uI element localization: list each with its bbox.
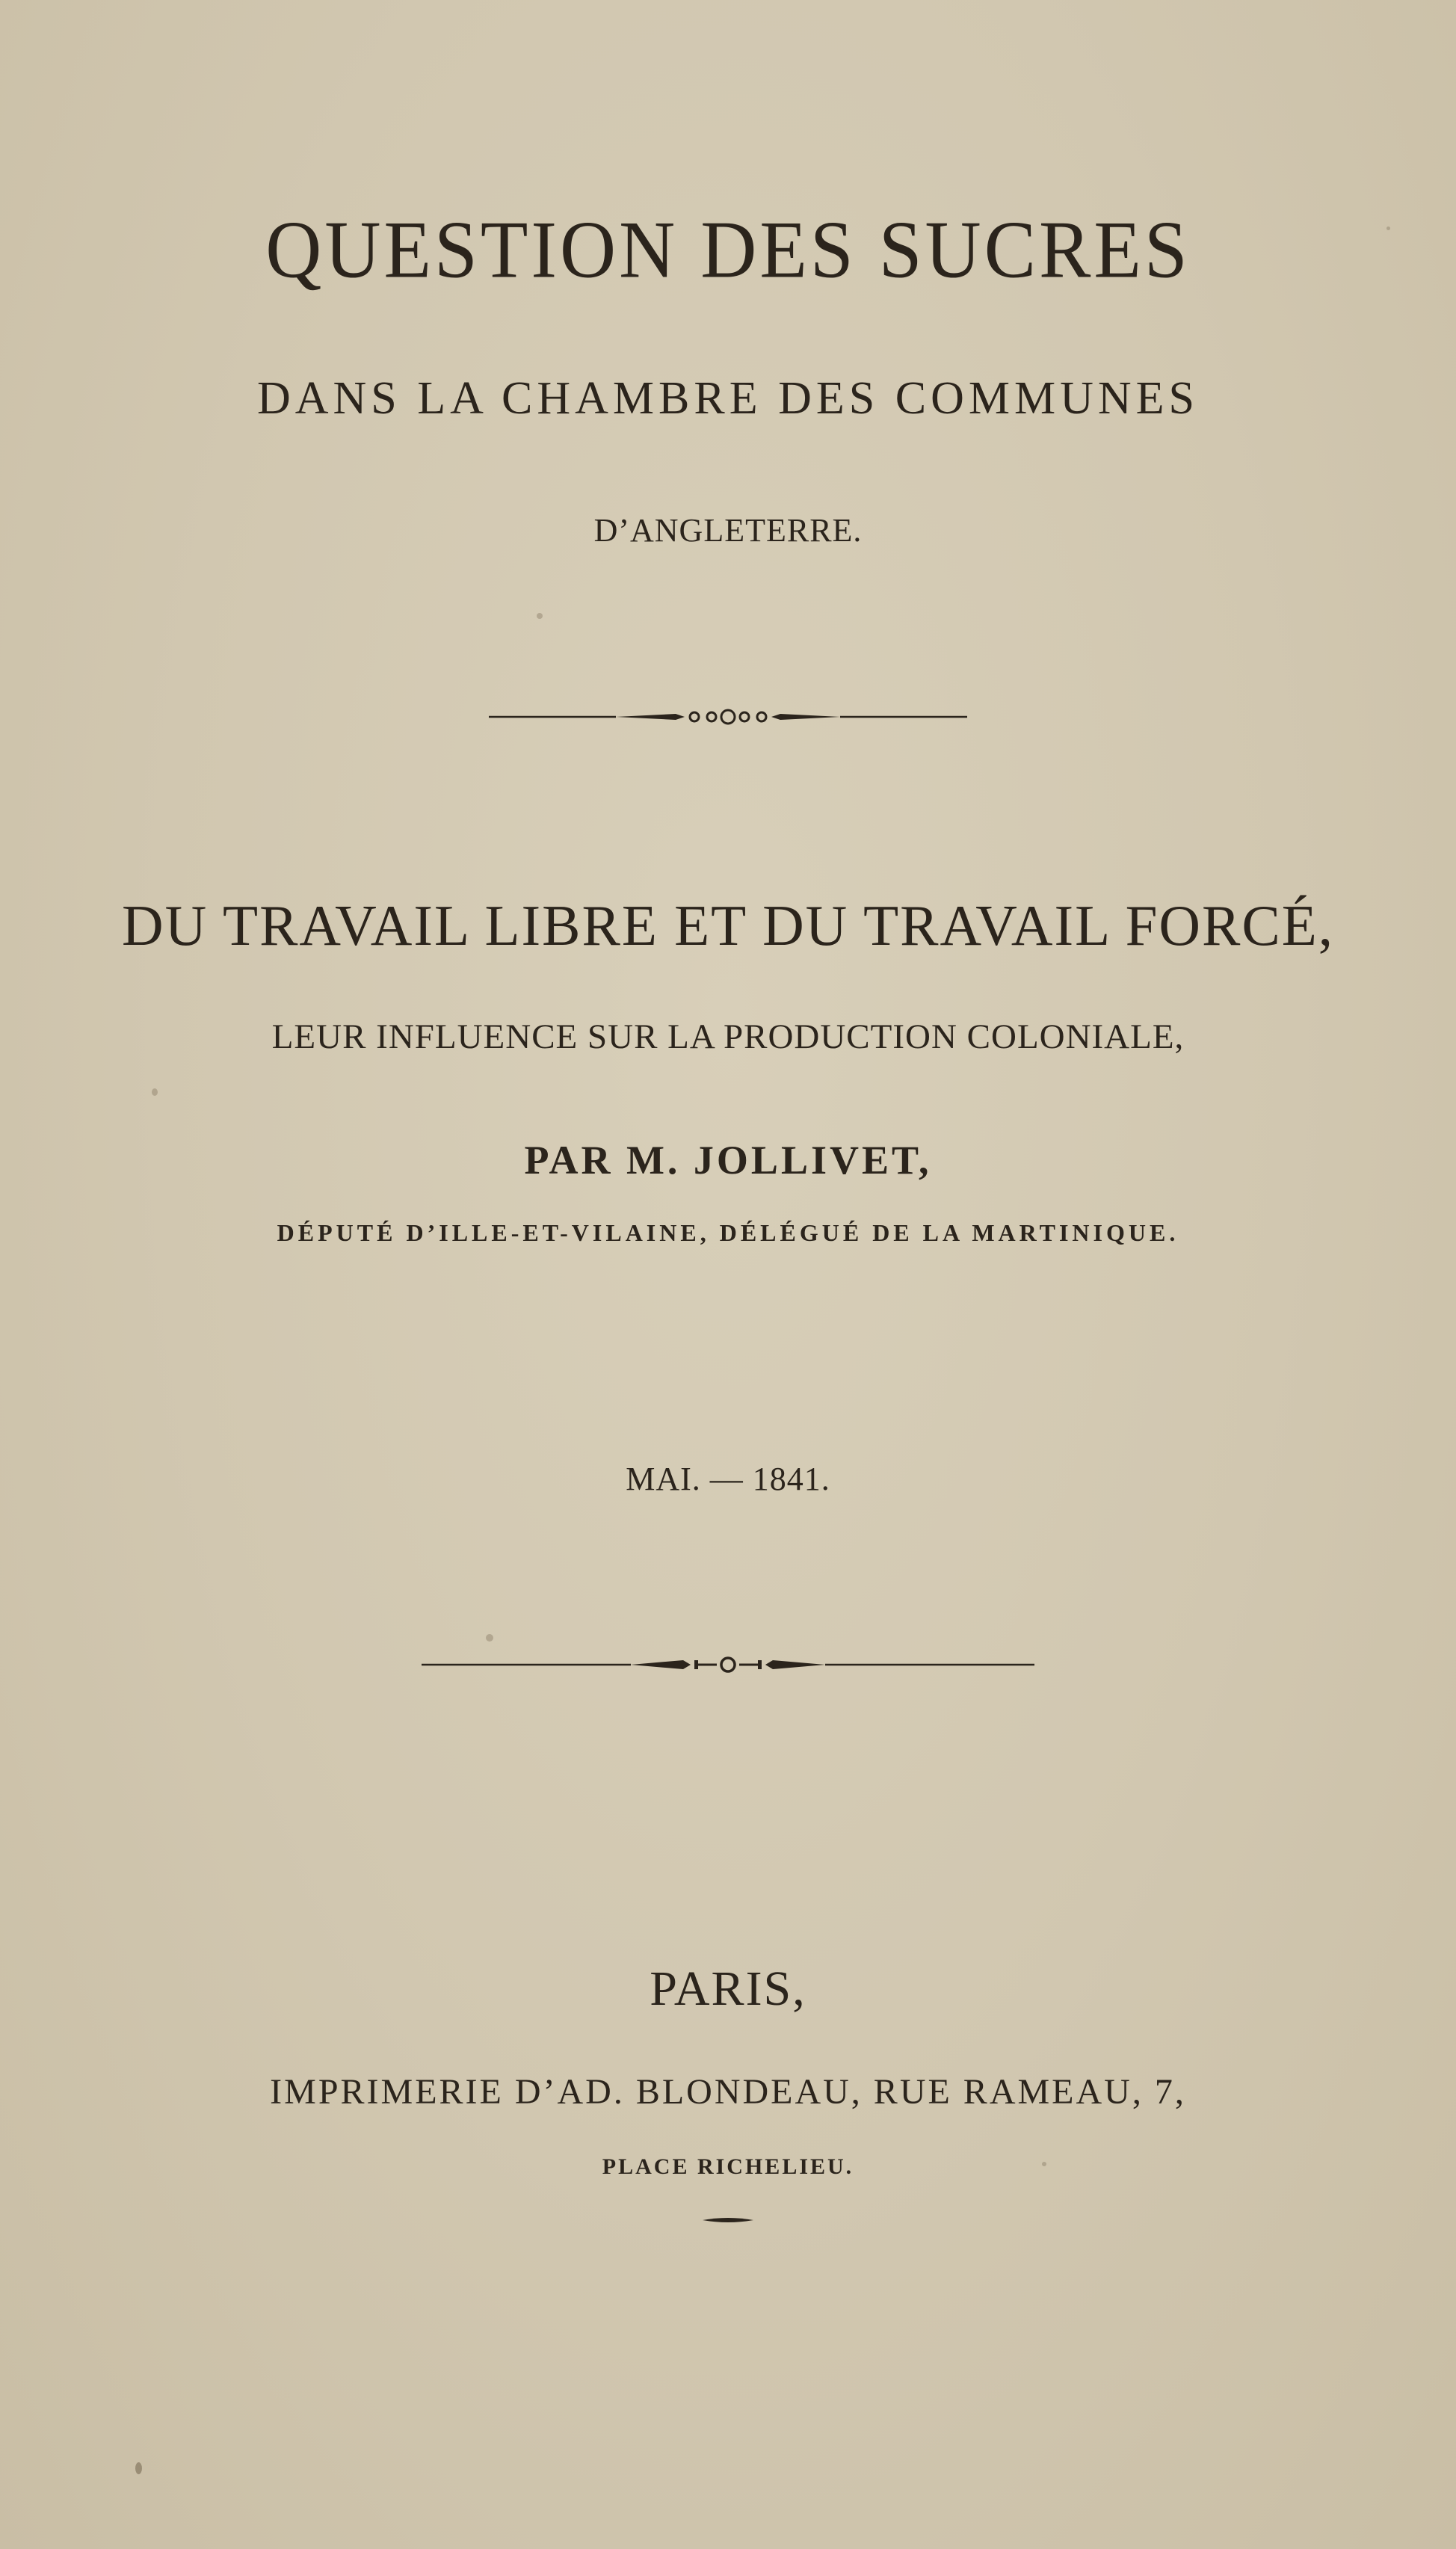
imprint-city: PARIS,	[650, 1961, 806, 2016]
author-name: PAR M. JOLLIVET,	[524, 1138, 932, 1183]
paper-speck	[486, 1634, 493, 1642]
imprint-place: PLACE RICHELIEU.	[602, 2154, 854, 2179]
paper-speck	[537, 613, 543, 619]
book-subtitle-country: D’ANGLETERRE.	[593, 512, 863, 549]
book-title: QUESTION DES SUCRES	[265, 205, 1191, 295]
paper-speck	[1042, 2162, 1046, 2166]
publication-date: MAI. — 1841.	[626, 1461, 830, 1497]
paper-speck	[152, 1088, 158, 1096]
paper-speck	[135, 2462, 142, 2474]
book-subtitle: DANS LA CHAMBRE DES COMMUNES	[256, 373, 1200, 424]
ornamental-divider-top	[0, 706, 1456, 728]
imprint-printer: IMPRIMERIE D’AD. BLONDEAU, RUE RAMEAU, 7,	[270, 2072, 1186, 2112]
section-subtitle: LEUR INFLUENCE SUR LA PRODUCTION COLONIALE,	[271, 1017, 1185, 1056]
author-title: DÉPUTÉ D’ILLE-ET-VILAINE, DÉLÉGUÉ DE LA MARTINIQUE.	[277, 1219, 1179, 1246]
ornamental-rule-bottom	[0, 2215, 1456, 2225]
ornamental-divider-middle	[0, 1653, 1456, 1676]
section-title: DU TRAVAIL LIBRE ET DU TRAVAIL FORCÉ,	[121, 893, 1335, 958]
paper-speck	[1386, 226, 1390, 230]
